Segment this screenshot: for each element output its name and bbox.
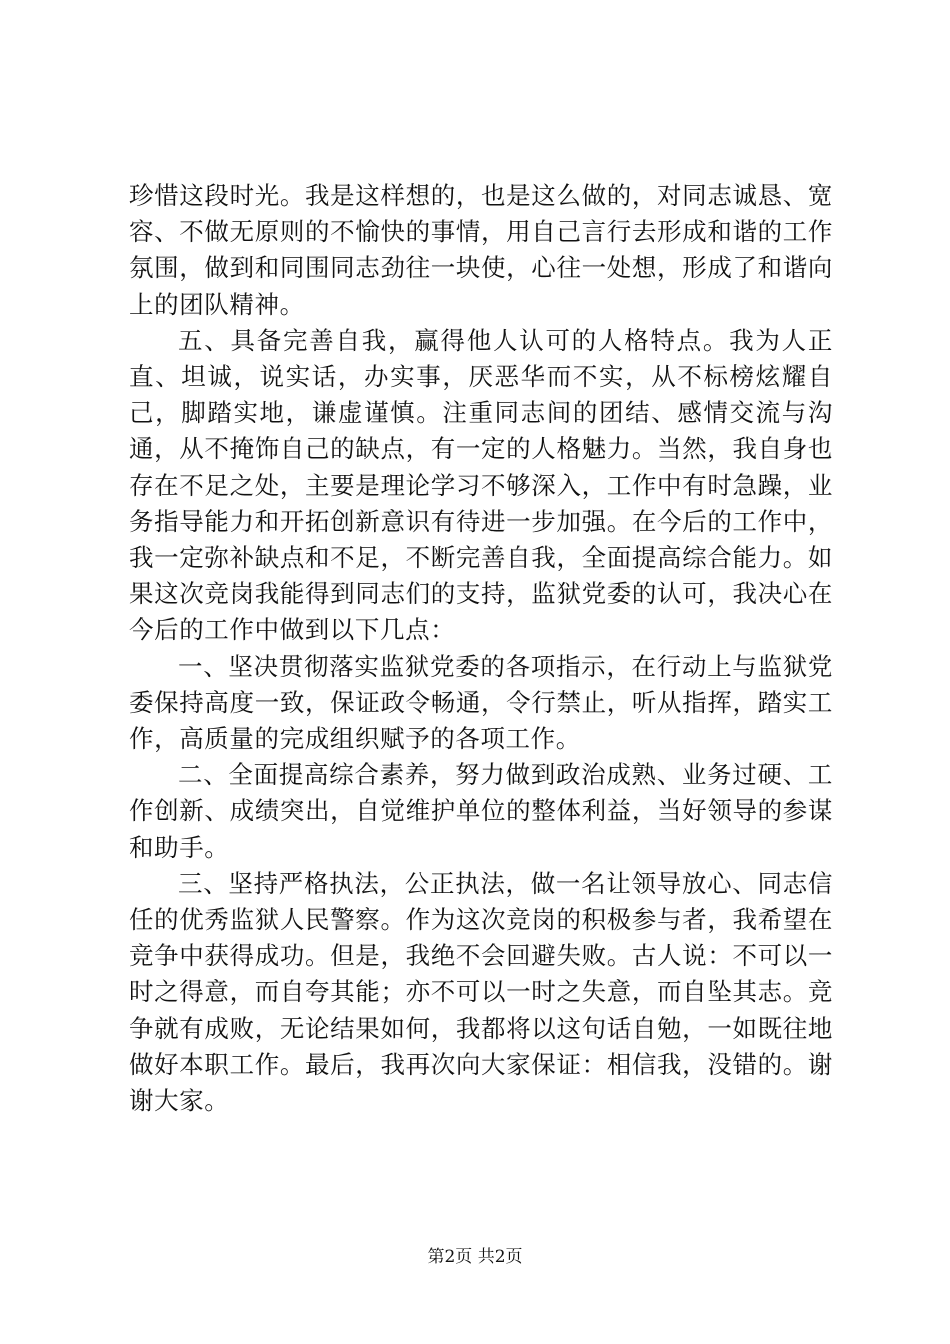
paragraph-4: 二、全面提高综合素养，努力做到政治成熟、业务过硬、工作创新、成绩突出，自觉维护单位的整体利益，当好领导的参谋和助手。 [129, 760, 833, 862]
paragraph-5: 三、坚持严格执法，公正执法，做一名让领导放心、同志信任的优秀监狱人民警察。作为这次竞岗的积极参与者，我希望在竞争中获得成功。但是，我绝不会回避失败。古人说：不可以一时之得意，而自夸其能；亦不可以一时之失意，而自坠其志。竞争就有成败，无论结果如何，我都将以这句话自勉，一如既往地做好本职工作。最后，我再次向大家保证：相信我，没错的。谢谢大家。 [129, 868, 833, 1116]
document-body [129, 178, 833, 1119]
paragraph-1: 珍惜这段时光。我是这样想的，也是这么做的，对同志诚恳、宽容、不做无原则的不愉快的事情，用自己言行去形成和谐的工作氛围，做到和同围同志劲往一块使，心往一处想，形成了和谐向上的团队精神。 [129, 181, 833, 319]
page-number-footer: 第2页 共2页 [427, 1247, 523, 1267]
paragraph-3: 一、坚决贯彻落实监狱党委的各项指示，在行动上与监狱党委保持高度一致，保证政令畅通，令行禁止，听从指挥，踏实工作，高质量的完成组织赋予的各项工作。 [129, 651, 833, 754]
paragraph-2: 五、具备完善自我，赢得他人认可的人格特点。我为人正直、坦诚，说实话，办实事，厌恶华而不实，从不标榜炫耀自己，脚踏实地，谦虚谨慎。注重同志间的团结、感情交流与沟通，从不掩饰自己的缺点，有一定的人格魅力。当然，我自身也存在不足之处，主要是理论学习不够深入，工作中有时急躁，业务指导能力和开拓创新意识有待进一步加强。在今后的工作中，我一定弥补缺点和不足，不断完善自我，全面提高综合能力。如果这次竞岗我能得到同志们的支持，监狱党委的认可，我决心在今后的工作中做到以下几点： [129, 325, 833, 645]
